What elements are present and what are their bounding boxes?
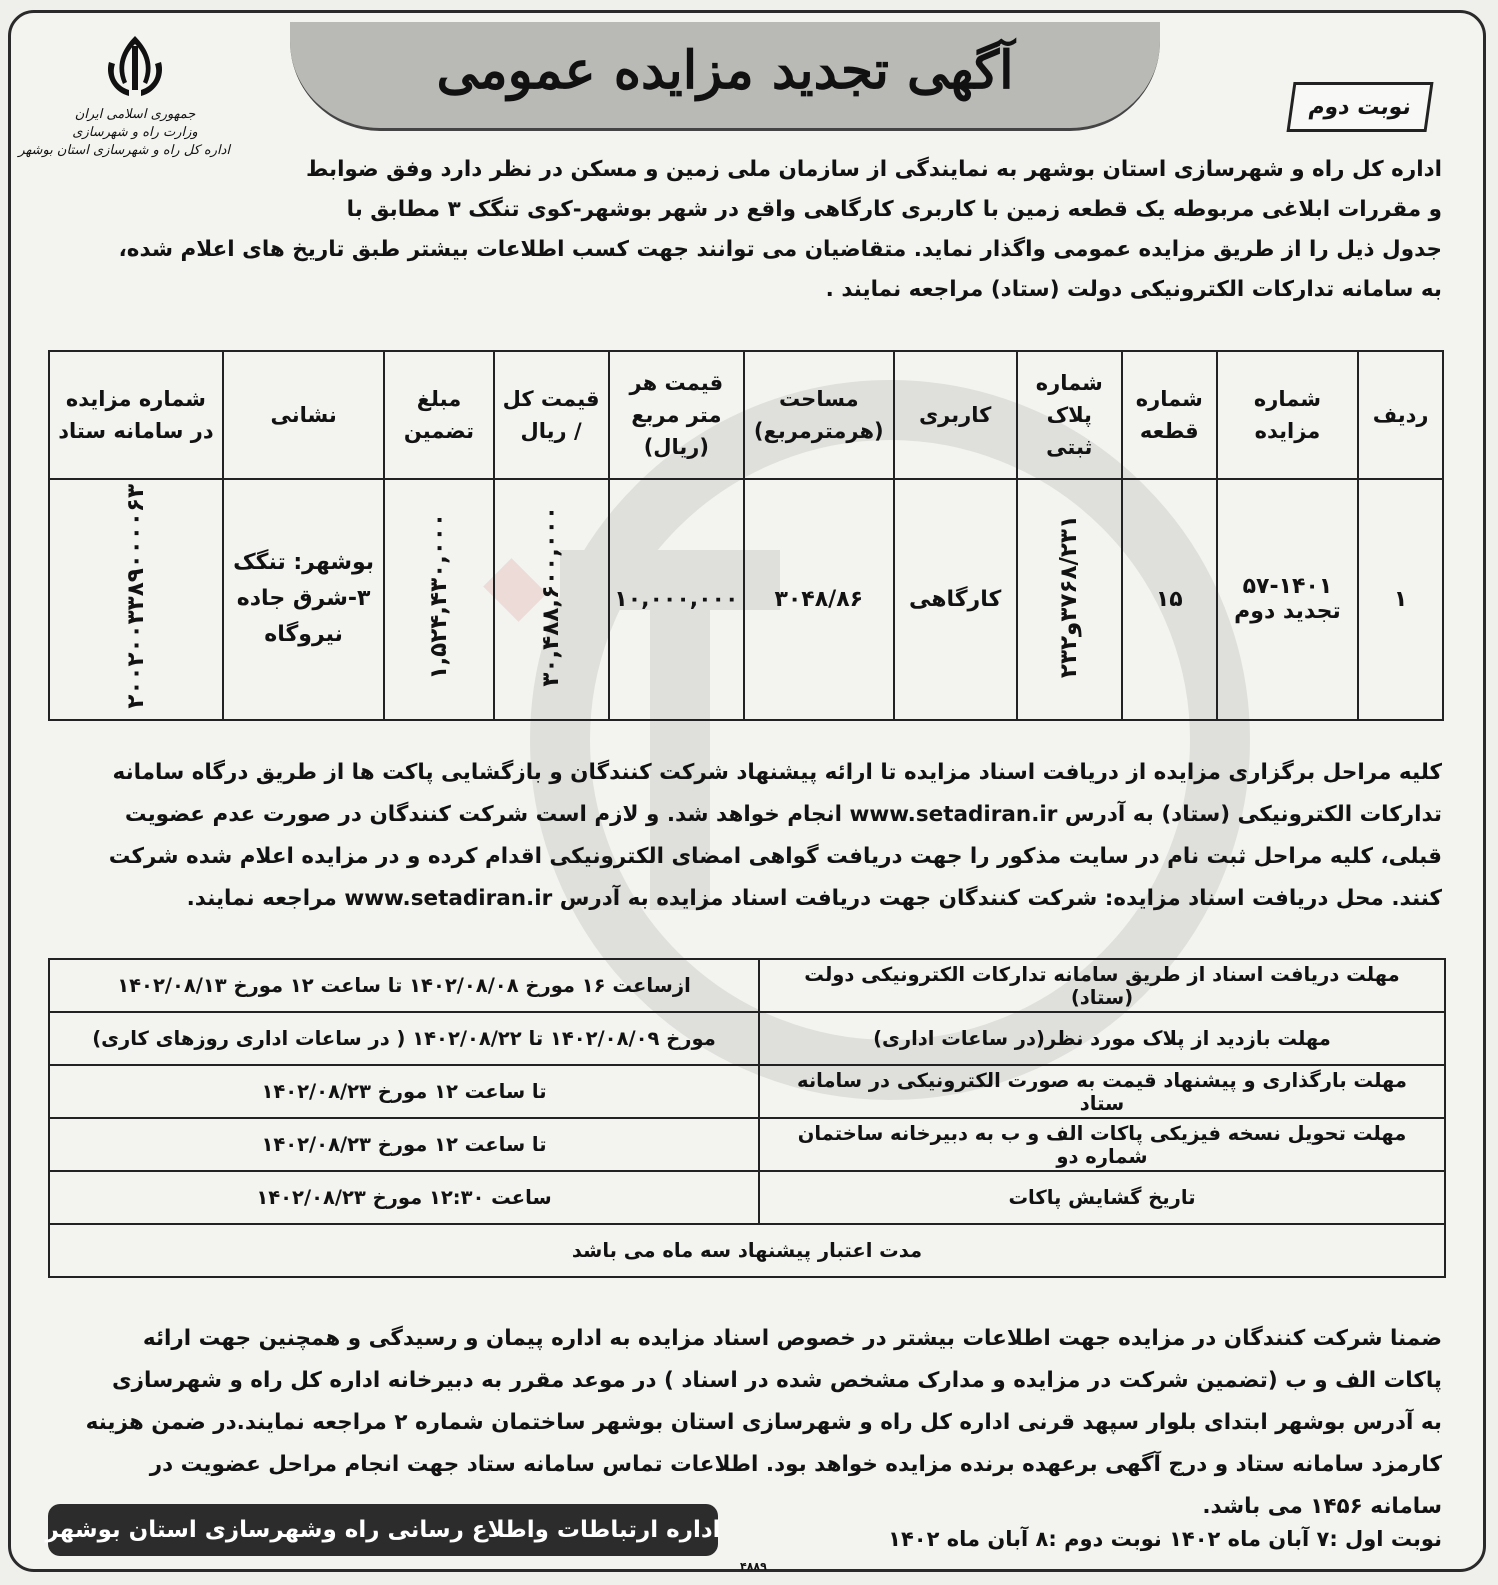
intro-line: جدول ذیل را از طریق مزایده عمومی واگذار نماید. متقاضیان می توانند جهت کسب اطلاعات بیشتر طبق تاریخ های اعلام شده،: [118, 237, 1442, 262]
registry-plaque-value: ۳۷۶۸/۲۳۱و۲۳۲: [1056, 514, 1083, 678]
validity-note: مدت اعتبار پیشنهاد سه ماه می باشد: [49, 1224, 1445, 1277]
header-setad-number: شماره مزایده در سامانه ستاد: [49, 351, 223, 479]
procedure-line: کنند. محل دریافت اسناد مزایده: شرکت کنندگان جهت دریافت اسناد مزایده به آدرس www.setadiran.ir مراجعه نمایند.: [186, 886, 1442, 911]
schedule-value: ازساعت ۱۶ مورخ ۱۴۰۲/۰۸/۰۸ تا ساعت ۱۲ مورخ ۱۴۰۲/۰۸/۱۳: [49, 959, 759, 1012]
schedule-label: مهلت تحویل نسخه فیزیکی پاکات الف و ب به دبیرخانه ساختمان شماره دو: [759, 1118, 1445, 1171]
header-auction-number: شماره مزایده: [1217, 351, 1358, 479]
header-area: مساحت (هرمترمربع): [744, 351, 894, 479]
iran-emblem-icon: [101, 32, 169, 102]
header-unit-price: قیمت هر متر مربع (ریال): [609, 351, 744, 479]
schedule-row: [49, 1118, 1445, 1171]
guarantee-value: ۱,۵۲۴,۴۳۰,۰۰۰: [425, 513, 452, 680]
footer-line: سامانه ۱۴۵۶ می باشد.: [1202, 1494, 1442, 1519]
table-header-row: [49, 351, 1443, 479]
cell-usage: کارگاهی: [894, 479, 1017, 720]
intro-line: اداره کل راه و شهرسازی استان بوشهر به نمایندگی از سازمان ملی زمین و مسکن در نظر دارد وفق ضوابط: [305, 157, 1442, 182]
header-plot-number: شماره قطعه: [1122, 351, 1217, 479]
header-registry-plaque: شماره پلاک ثبتی: [1017, 351, 1122, 479]
auction-table: [48, 350, 1444, 721]
footer-paragraph: [52, 1318, 1442, 1528]
logo-line-2: وزارت راه و شهرسازی: [72, 125, 198, 140]
procedure-line: تدارکات الکترونیکی (ستاد) به آدرس www.setadiran.ir انجام خواهد شد. و لازم است شرکت کنندگان در صورت عدم عضویت: [124, 802, 1442, 827]
schedule-row: [49, 1171, 1445, 1224]
cell-setad-number: [49, 479, 223, 720]
cell-area: ۳۰۴۸/۸۶: [744, 479, 894, 720]
department-banner: اداره ارتباطات واطلاع رسانی راه وشهرسازی استان بوشهر: [48, 1504, 718, 1556]
schedule-value: تا ساعت ۱۲ مورخ ۱۴۰۲/۰۸/۲۳: [49, 1065, 759, 1118]
schedule-value: تا ساعت ۱۲ مورخ ۱۴۰۲/۰۸/۲۳: [49, 1118, 759, 1171]
footer-line: پاکات الف و ب (تضمین شرکت در مزایده و مدارک مشخص شده در اسناد ) در موعد مقرر به دبیرخانه اداره کل راه و شهرسازی: [111, 1368, 1442, 1393]
validity-row: [49, 1224, 1445, 1277]
intro-line: به سامانه تدارکات الکترونیکی دولت (ستاد) مراجعه نمایند .: [825, 277, 1442, 302]
cell-auction-number: [1217, 479, 1358, 720]
title-banner: [290, 22, 1160, 131]
logo-line-3: اداره کل راه و شهرسازی استان بوشهر: [18, 143, 230, 158]
auction-number-value: ۵۷-۱۴۰۱: [1242, 574, 1333, 600]
schedule-row: [49, 959, 1445, 1012]
schedule-label: مهلت دریافت اسناد از طریق سامانه تدارکات الکترونیکی دولت (ستاد): [759, 959, 1445, 1012]
schedule-label: مهلت بارگذاری و پیشنهاد قیمت به صورت الکترونیکی در سامانه ستاد: [759, 1065, 1445, 1118]
cell-guarantee: [384, 479, 493, 720]
procedure-paragraph: [52, 752, 1442, 920]
cell-total-price: [494, 479, 609, 720]
schedule-table: [48, 958, 1446, 1278]
cell-registry-plaque: [1017, 479, 1122, 720]
schedule-row: [49, 1012, 1445, 1065]
cell-row-number: ۱: [1358, 479, 1443, 720]
header-total-price: قیمت کل / ریال: [494, 351, 609, 479]
header-address: نشانی: [223, 351, 385, 479]
footer-line: به آدرس بوشهر ابتدای بلوار سپهد قرنی اداره کل راه و شهرسازی استان بوشهر ساختمان شماره ۲ مراجعه نمایند.در ضمن هزینه: [85, 1410, 1442, 1435]
intro-paragraph: [52, 150, 1442, 310]
cell-address: بوشهر: تنگک ۳-شرق جاده نیروگاه: [223, 479, 385, 720]
header-row-number: ردیف: [1358, 351, 1443, 479]
round-badge: نوبت دوم: [1286, 82, 1433, 132]
schedule-label: مهلت بازدید از پلاک مورد نظر(در ساعات اداری): [759, 1012, 1445, 1065]
header-usage: کاربری: [894, 351, 1017, 479]
logo-line-1: جمهوری اسلامی ایران: [74, 107, 196, 122]
auction-round-value: تجدید دوم: [1234, 599, 1341, 625]
intro-line: و مقررات ابلاغی مربوطه یک قطعه زمین با کاربری کارگاهی واقع در شهر بوشهر-کوی تنگک ۳ مطابق با: [346, 197, 1442, 222]
setad-number-value: ۲۰۰۲۰۰۳۳۸۹۰۰۰۰۶۳: [122, 484, 149, 709]
cell-plot-number: ۱۵: [1122, 479, 1217, 720]
header-guarantee: مبلغ تضمین: [384, 351, 493, 479]
procedure-line: کلیه مراحل برگزاری مزایده از دریافت اسناد مزایده تا ارائه پیشنهاد شرکت کنندگان و بازگشایی پاکت ها از طریق درگاه سامانه: [112, 760, 1442, 785]
ad-code: ۴۸۸۹: [740, 1560, 767, 1573]
footer-line: ضمنا شرکت کنندگان در مزایده جهت اطلاعات بیشتر در خصوص اسناد مزایده به اداره پیمان و رسیدگی و همچنین جهت ارائه: [142, 1326, 1442, 1351]
schedule-value: مورخ ۱۴۰۲/۰۸/۰۹ تا ۱۴۰۲/۰۸/۲۲ ( در ساعات اداری روزهای کاری): [49, 1012, 759, 1065]
procedure-line: قبلی، کلیه مراحل ثبت نام در سایت مذکور را جهت دریافت گواهی امضای الکترونیکی اقدام کرده و در مزایده اعلام شده شرکت: [108, 844, 1442, 869]
page-title: آگهی تجدید مزایده عمومی: [436, 40, 1014, 101]
cell-unit-price: ۱۰,۰۰۰,۰۰۰: [609, 479, 744, 720]
publication-dates: نوبت اول :۷ آبان ماه ۱۴۰۲ نوبت دوم :۸ آبان ماه ۱۴۰۲: [888, 1527, 1442, 1551]
total-price-value: ۳۰,۴۸۸,۶۰۰,۰۰۰: [538, 505, 565, 687]
table-row: [49, 479, 1443, 720]
schedule-row: [49, 1065, 1445, 1118]
schedule-label: تاریخ گشایش پاکات: [759, 1171, 1445, 1224]
footer-line: کارمزد سامانه ستاد و درج آگهی برعهده برنده مزایده خواهد بود. اطلاعات تماس سامانه ستاد جهت انجام مراحل عضویت در: [149, 1452, 1442, 1477]
schedule-value: ساعت ۱۲:۳۰ مورخ ۱۴۰۲/۰۸/۲۳: [49, 1171, 759, 1224]
